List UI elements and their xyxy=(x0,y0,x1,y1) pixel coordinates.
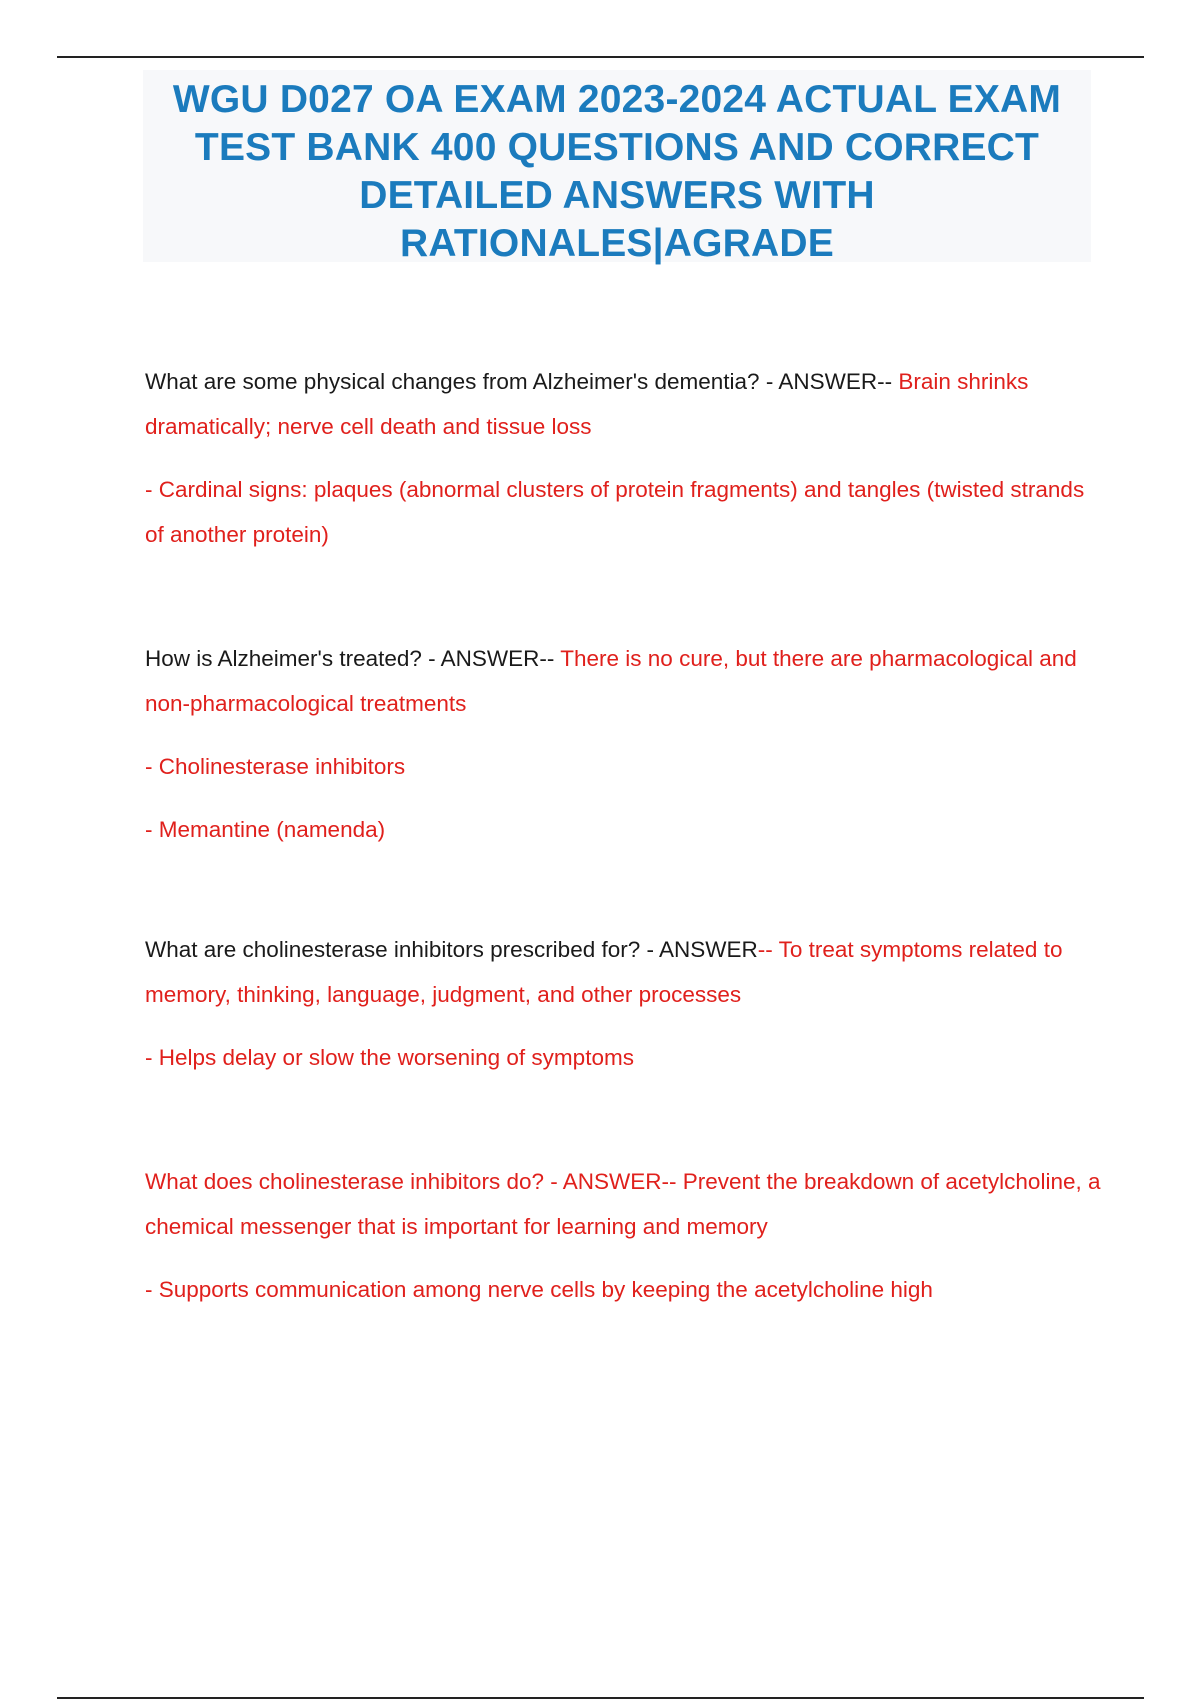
title-banner xyxy=(143,70,1091,265)
qa-block-treatment xyxy=(145,636,1105,852)
question-text: How is Alzheimer's treated? - ANSWER-- xyxy=(145,646,561,671)
qa-paragraph xyxy=(145,1159,1105,1249)
title-line: RATIONALES|AGRADE xyxy=(400,222,834,265)
title-line: WGU D027 OA EXAM 2023-2024 ACTUAL EXAM xyxy=(172,78,1062,121)
question-text: What are cholinesterase inhibitors prescribed for? - ANSWER xyxy=(145,937,758,962)
qa-block-physical-changes xyxy=(145,359,1105,557)
answer-text: What does cholinesterase inhibitors do? - ANSWER-- Prevent the breakdown of acetylcholine, a chemical messenger that is important for learning and memory xyxy=(145,1169,1101,1239)
title-line: TEST BANK 400 QUESTIONS AND CORRECT xyxy=(194,126,1040,169)
qa-paragraph xyxy=(145,636,1105,726)
question-text: What are some physical changes from Alzheimer's dementia? - ANSWER-- xyxy=(145,369,899,394)
answer-text: There is no cure, but there are pharmacological and non-pharmacological treatments xyxy=(145,646,1077,716)
qa-block-mechanism xyxy=(145,1159,1105,1312)
answer-bullet: - Helps delay or slow the worsening of symptoms xyxy=(145,1045,634,1070)
answer-bullet: - Supports communication among nerve cells by keeping the acetylcholine high xyxy=(145,1277,933,1302)
title-line: DETAILED ANSWERS WITH xyxy=(359,174,875,217)
document-title xyxy=(143,70,1091,268)
answer-bullet: - Cholinesterase inhibitors xyxy=(145,754,406,779)
answer-text: Brain shrinks dramatically; nerve cell death and tissue loss xyxy=(145,369,1029,439)
qa-paragraph xyxy=(145,927,1105,1017)
answer-bullet: - Cardinal signs: plaques (abnormal clusters of protein fragments) and tangles (twisted strands of another protein) xyxy=(145,477,1085,547)
answer-bullet: - Memantine (namenda) xyxy=(145,817,386,842)
qa-block-prescribed-for xyxy=(145,927,1105,1080)
bottom-divider xyxy=(57,1697,1144,1699)
answer-text: -- To treat symptoms related to memory, thinking, language, judgment, and other processes xyxy=(145,937,1063,1007)
qa-paragraph xyxy=(145,359,1105,449)
top-divider xyxy=(57,56,1144,58)
